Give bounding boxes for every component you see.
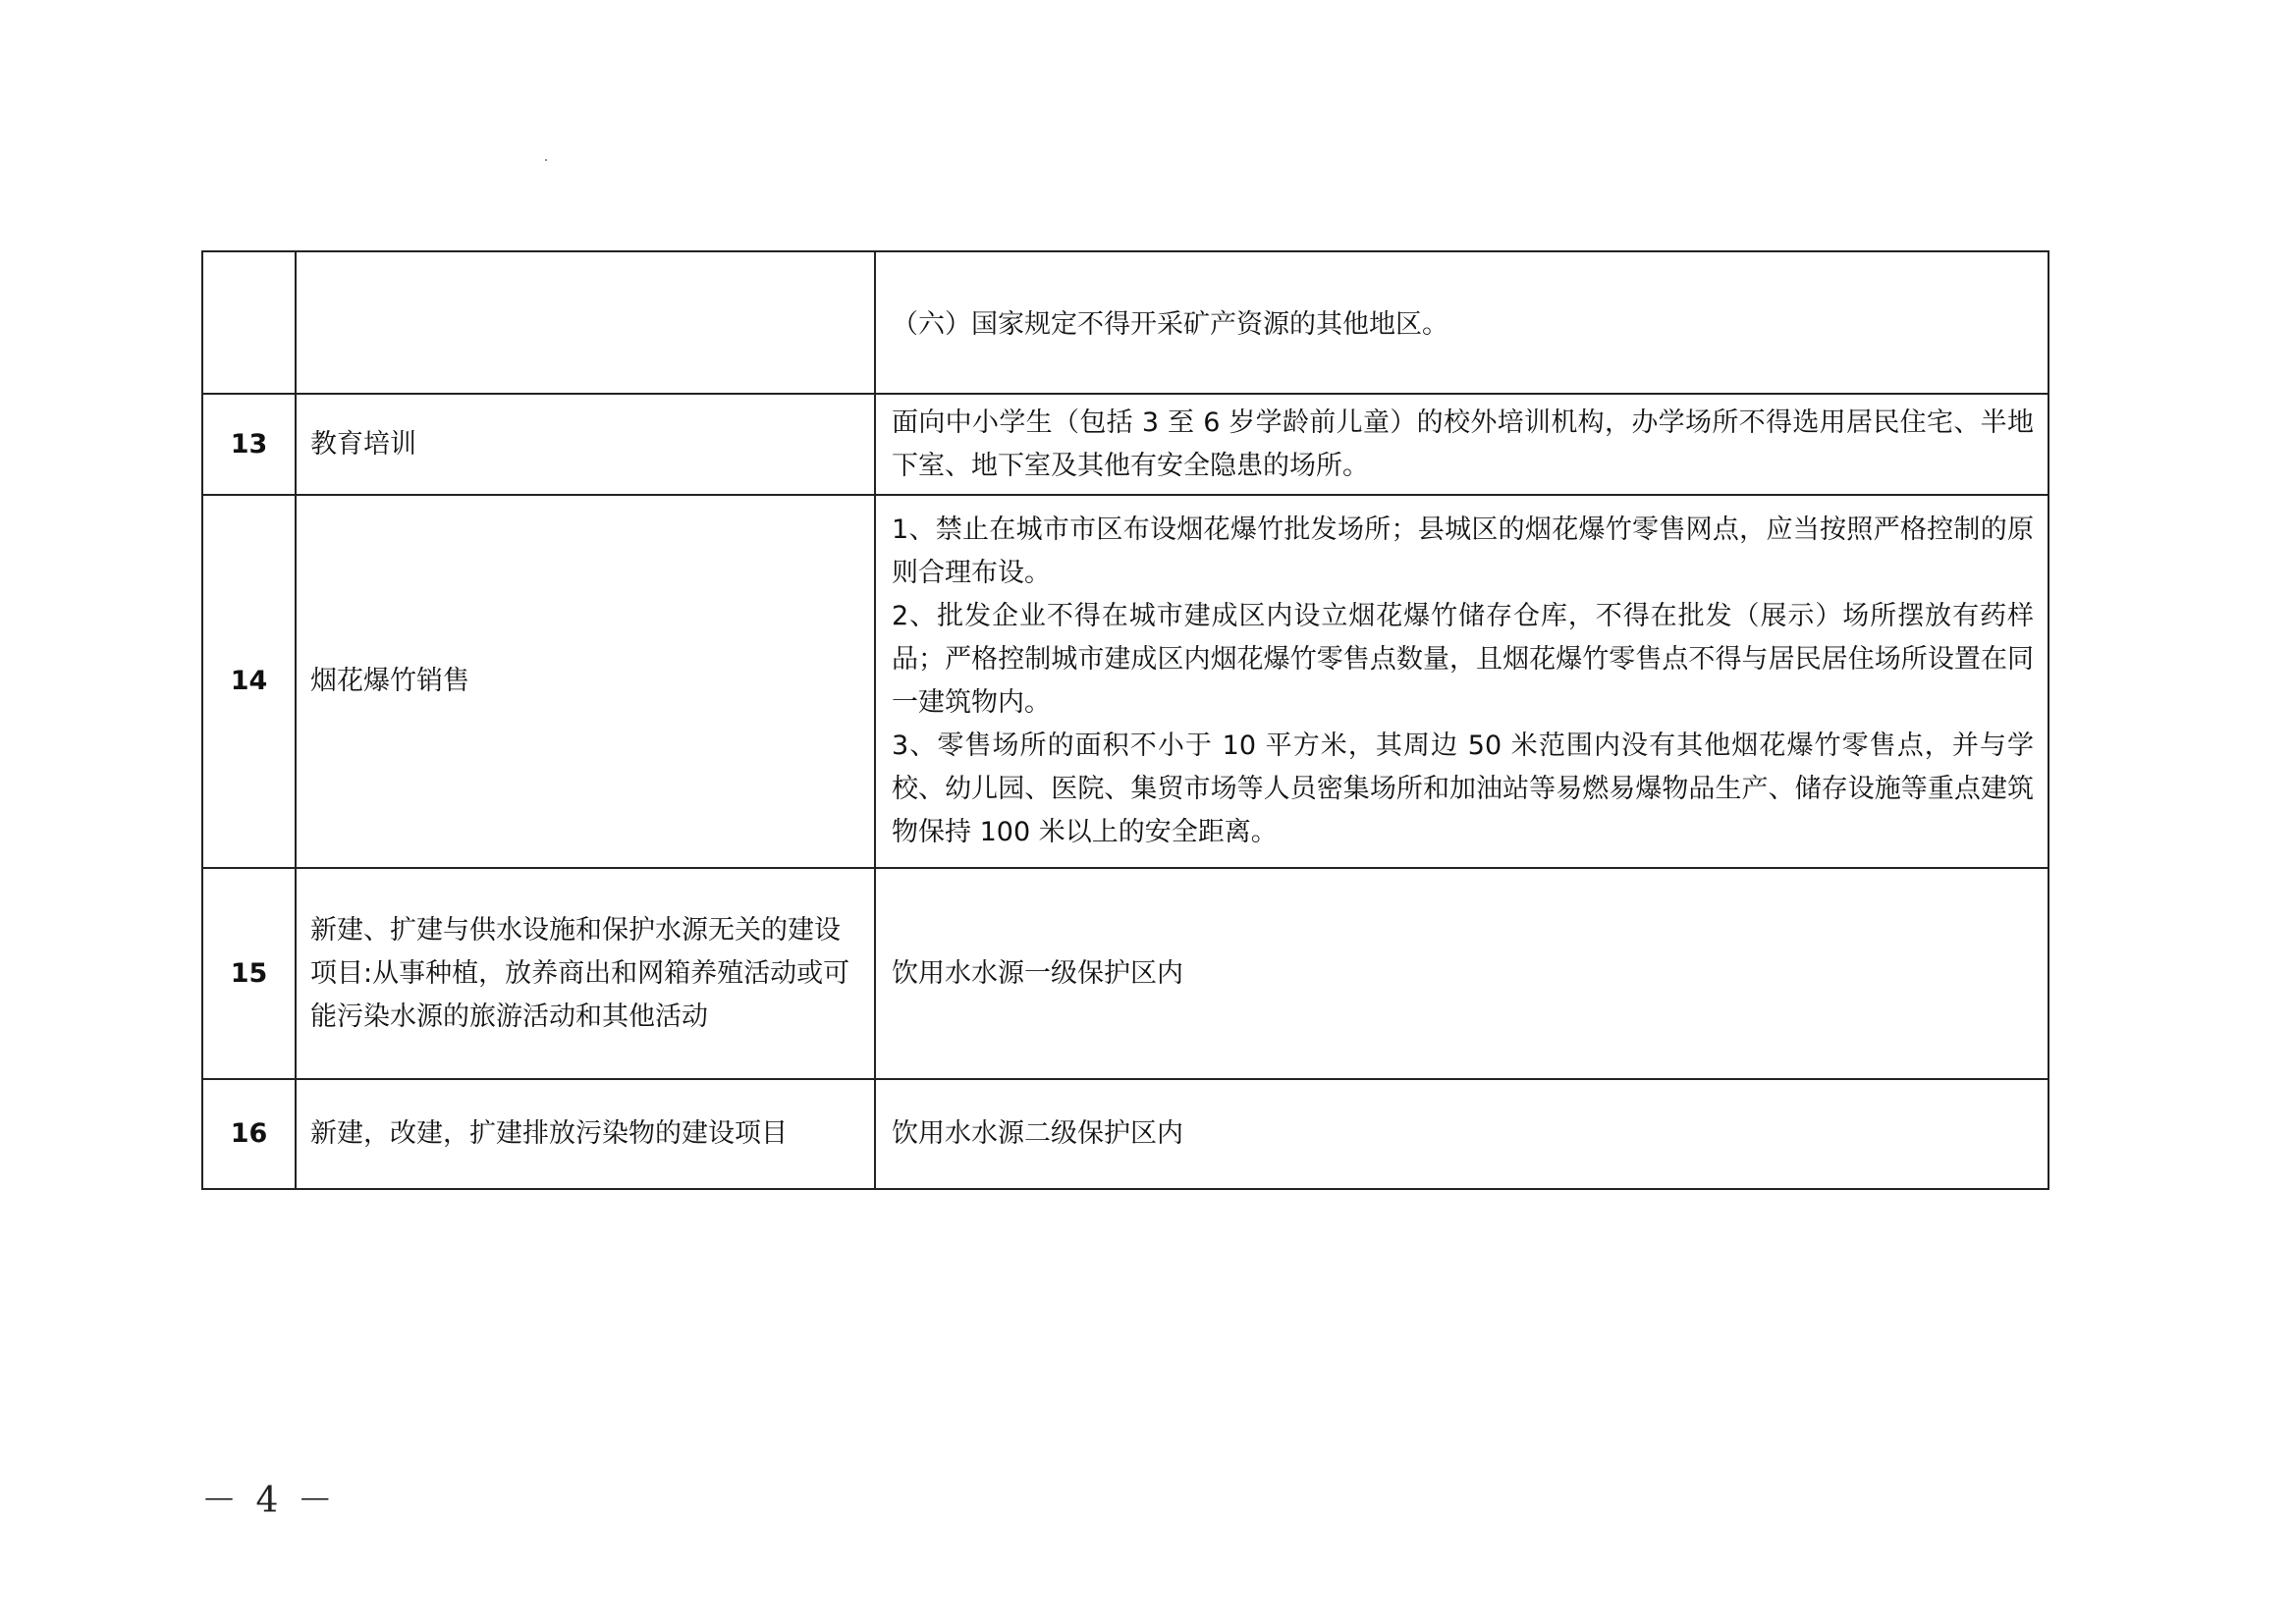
row-category: 新建、扩建与供水设施和保护水源无关的建设项目:从事种植，放养商出和网箱养殖活动或可能污染水源的旅游活动和其他活动 — [296, 868, 875, 1079]
table-row — [202, 251, 2048, 394]
row-category: 新建，改建，扩建排放污染物的建设项目 — [296, 1079, 875, 1189]
table-row — [202, 394, 2048, 495]
row-description — [875, 868, 2048, 1079]
description-paragraph: 2、批发企业不得在城市建成区内设立烟花爆竹储存仓库，不得在批发（展示）场所摆放有药样品；严格控制城市建成区内烟花爆竹零售点数量，且烟花爆竹零售点不得与居民居住场所设置在同一建筑物内。 — [892, 601, 2034, 718]
row-number: 16 — [202, 1079, 296, 1189]
table-row — [202, 1079, 2048, 1189]
description-paragraph: 面向中小学生（包括 3 至 6 岁学龄前儿童）的校外培训机构，办学场所不得选用居民住宅、半地下室、地下室及其他有安全隐患的场所。 — [892, 406, 2034, 481]
row-category — [296, 251, 875, 394]
row-description — [875, 394, 2048, 495]
row-description — [875, 1079, 2048, 1189]
table-row — [202, 495, 2048, 868]
row-number: 13 — [202, 394, 296, 495]
description-paragraph: （六）国家规定不得开采矿产资源的其他地区。 — [892, 308, 1448, 340]
description-paragraph: 3、零售场所的面积不小于 10 平方米，其周边 50 米范围内没有其他烟花爆竹零售点，并与学校、幼儿园、医院、集贸市场等人员密集场所和加油站等易燃易爆物品生产、储存设施等重点建筑物保持 100 米以上的安全距离。 — [892, 731, 2034, 847]
row-number — [202, 251, 296, 394]
description-paragraph: 饮用水水源二级保护区内 — [892, 1118, 1183, 1149]
row-number: 14 — [202, 495, 296, 868]
restriction-table — [201, 250, 2049, 1190]
row-category: 教育培训 — [296, 394, 875, 495]
page-number: － 4 － — [201, 1481, 337, 1521]
table-row — [202, 868, 2048, 1079]
row-number: 15 — [202, 868, 296, 1079]
scan-speck — [545, 159, 547, 161]
description-paragraph: 饮用水水源一级保护区内 — [892, 957, 1183, 989]
row-description — [875, 251, 2048, 394]
row-description — [875, 495, 2048, 868]
description-paragraph: 1、禁止在城市市区布设烟花爆竹批发场所；县城区的烟花爆竹零售网点，应当按照严格控制的原则合理布设。 — [892, 514, 2034, 588]
row-category: 烟花爆竹销售 — [296, 495, 875, 868]
